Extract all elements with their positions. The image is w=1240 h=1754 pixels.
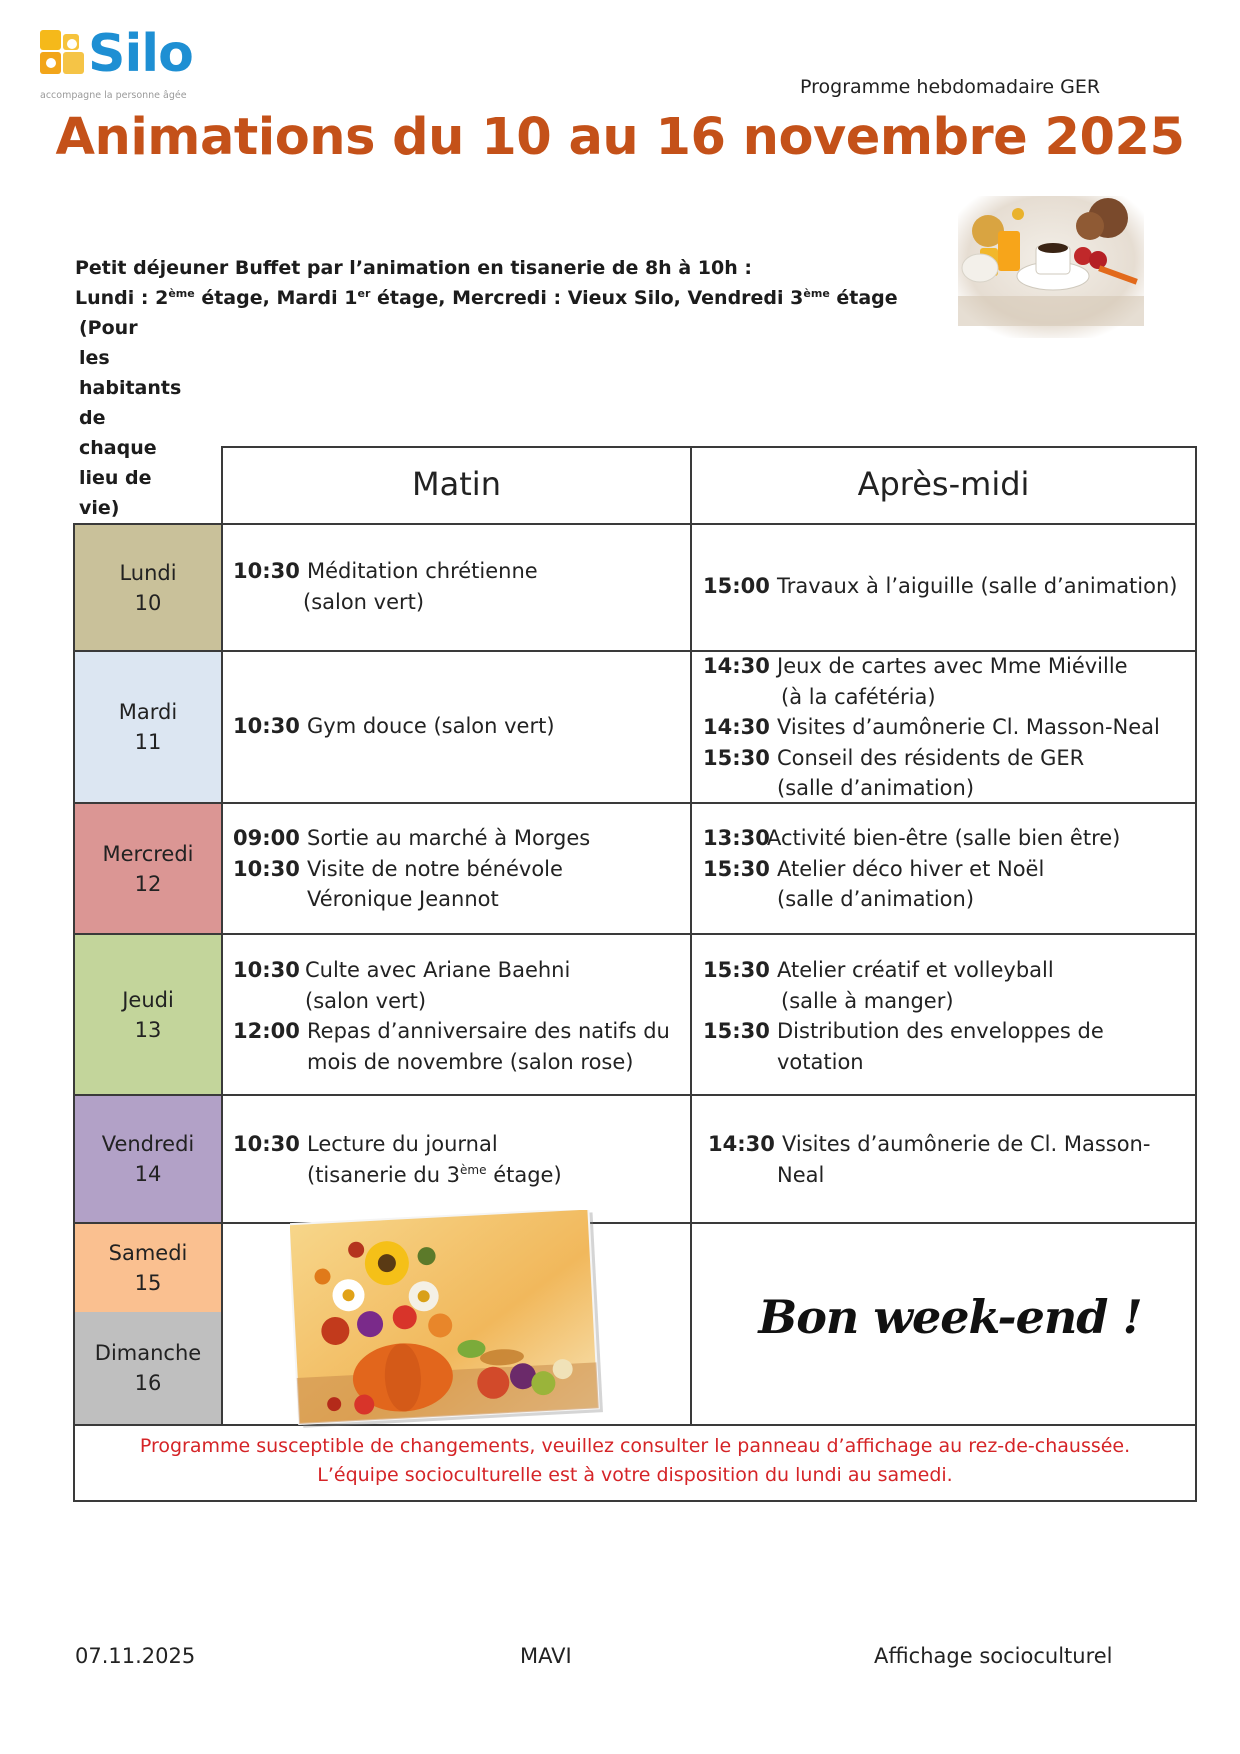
day-cell-dimanche: Dimanche 16 bbox=[75, 1312, 221, 1424]
jeudi-afternoon: 15:30 Atelier créatif et volleyball (salle à manger) 15:30 Distribution des enveloppes de votation bbox=[703, 958, 1104, 1074]
footer-category: Affichage socioculturel bbox=[874, 1644, 1113, 1668]
day-cell-samedi: Samedi 15 bbox=[75, 1224, 221, 1312]
footer-author: MAVI bbox=[520, 1644, 572, 1668]
breakfast-line-1: Petit déjeuner Buffet par l’animation en tisanerie de 8h à 10h : bbox=[75, 257, 752, 279]
breakfast-line-2: Lundi : 2ème étage, Mardi 1er étage, Mercredi : Vieux Silo, Vendredi 3ème étage bbox=[75, 287, 898, 309]
notice-line-1: Programme susceptible de changements, veuillez consulter le panneau d’affichage au rez-de-chaussée. bbox=[139, 1435, 1131, 1457]
day-cell-mercredi: Mercredi 12 bbox=[75, 804, 221, 933]
page-title: Animations du 10 au 16 novembre 2025 bbox=[55, 108, 1185, 167]
vendredi-morning: 10:30 Lecture du journal (tisanerie du 3ème étage) bbox=[233, 1132, 562, 1187]
mercredi-morning: 09:00 Sortie au marché à Morges 10:30 Visite de notre bénévole Véronique Jeannot bbox=[233, 826, 591, 911]
weekend-greeting: Bon week-end ! bbox=[758, 1290, 1142, 1344]
lundi-afternoon: 15:00 Travaux à l’aiguille (salle d’animation) bbox=[703, 574, 1178, 598]
autumn-bouquet-photo bbox=[290, 1210, 608, 1432]
silo-logo bbox=[40, 24, 220, 101]
day-cell-vendredi: Vendredi 14 bbox=[75, 1096, 221, 1222]
jeudi-morning: 10:30 Culte avec Ariane Baehni (salon vert) 12:00 Repas d’anniversaire des natifs du mois de novembre (salon rose) bbox=[233, 958, 670, 1074]
lundi-morning: 10:30 Méditation chrétienne (salon vert) bbox=[233, 559, 538, 614]
notice-line-2: L’équipe socioculturelle est à votre disposition du lundi au samedi. bbox=[317, 1464, 953, 1486]
column-header-morning: Matin bbox=[412, 465, 501, 503]
vendredi-afternoon: 14:30 Visites d’aumônerie de Cl. Masson- Neal bbox=[708, 1132, 1151, 1187]
column-header-afternoon: Après-midi bbox=[857, 465, 1030, 503]
day-cell-mardi: Mardi 11 bbox=[75, 652, 221, 802]
breakfast-photo bbox=[958, 196, 1144, 338]
program-label: Programme hebdomadaire GER bbox=[800, 76, 1101, 98]
mardi-morning: 10:30 Gym douce (salon vert) bbox=[233, 714, 555, 738]
day-cell-jeudi: Jeudi 13 bbox=[75, 935, 221, 1094]
mardi-afternoon: 14:30 Jeux de cartes avec Mme Miéville (à la cafétéria) 14:30 Visites d’aumônerie Cl. Masson-Neal 15:30 Conseil des résidents de GER (salle d’animation) bbox=[703, 654, 1160, 800]
logo-squares-icon bbox=[40, 30, 84, 82]
logo-wordmark: Silo bbox=[88, 24, 193, 84]
logo-tagline: accompagne la personne âgée bbox=[40, 90, 187, 101]
day-cell-lundi: Lundi 10 bbox=[75, 525, 221, 650]
changes-notice bbox=[75, 1432, 1195, 1490]
mercredi-afternoon: 13:30Activité bien-être (salle bien être) 15:30 Atelier déco hiver et Noël (salle d’animation) bbox=[703, 826, 1121, 911]
breakfast-line-3: (Pour les habitants de chaque lieu de vie) bbox=[79, 317, 182, 519]
footer-date: 07.11.2025 bbox=[75, 1644, 196, 1668]
